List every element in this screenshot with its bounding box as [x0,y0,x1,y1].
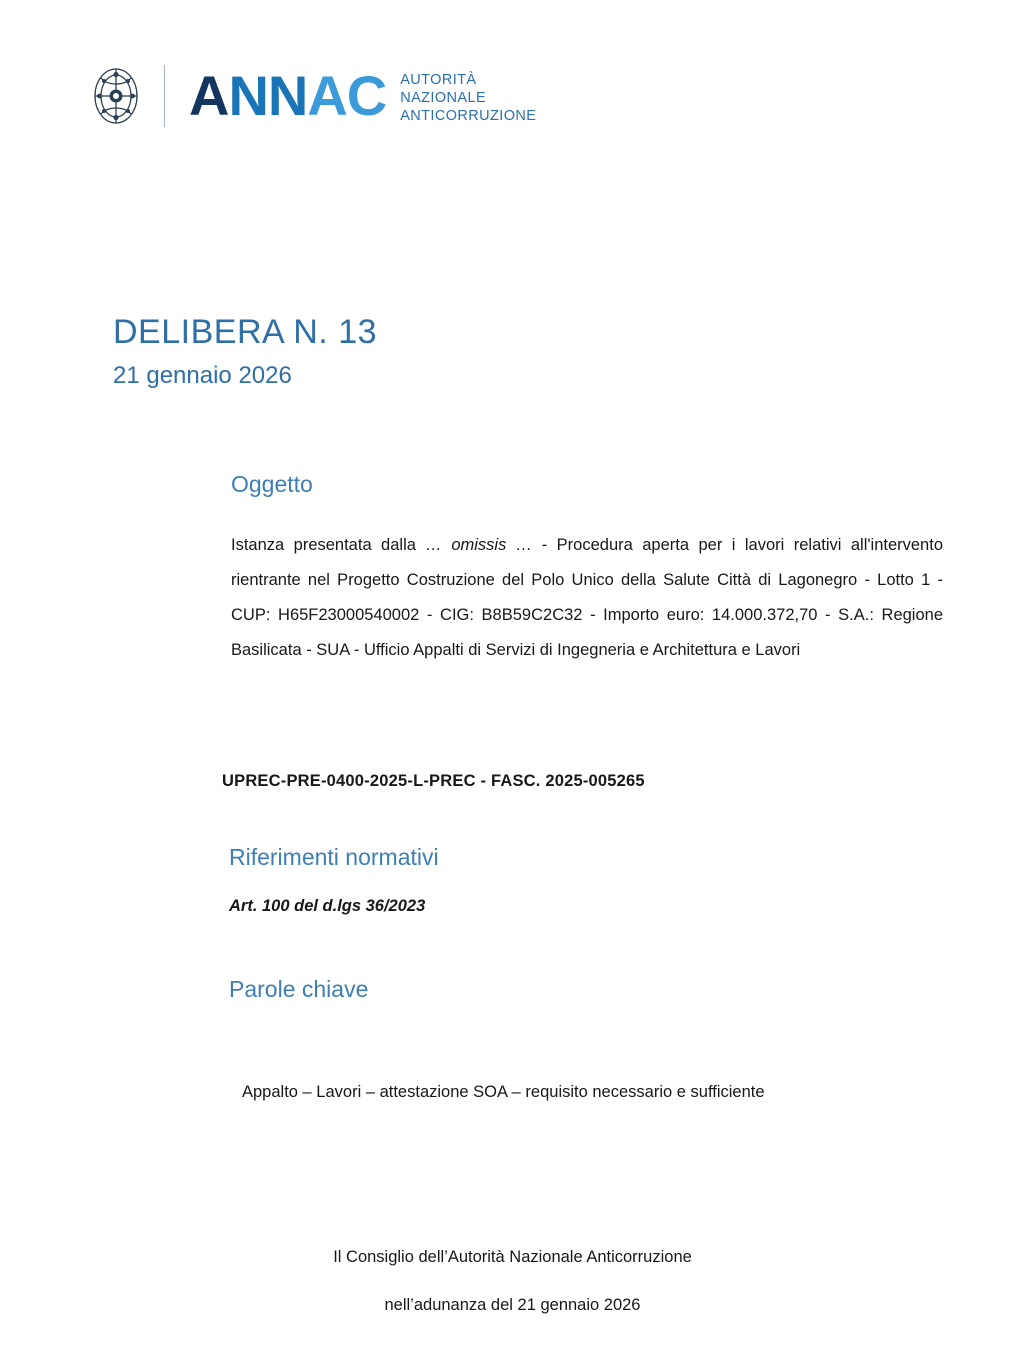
document-date: 21 gennaio 2026 [113,362,292,389]
anac-acronym-part-3: AC [307,64,387,127]
section-parole-chiave [229,975,941,1102]
agency-name [400,68,536,125]
oggetto-omissis: … omissis … [425,536,533,554]
document-header [88,62,536,130]
page-title: DELIBERA N. 13 [113,313,378,351]
anac-logo [189,64,537,127]
oggetto-text-after: - Procedura aperta per i lavori relativi all'intervento rientrante nel Progetto Costruzione del Polo Unico della Salute Città di Lagonegro - Lotto 1 - CUP: H65F23000540002 - CIG: B8B59C2C32 - Importo euro: 14.000.372,70 - S.A.: Regione Basilicata - SUA - Ufficio Appalti di Servizi di Ingegneria e Architettura e Lavori [231,536,943,659]
section-heading-riferimenti: Riferimenti normativi [229,844,439,870]
parole-chiave-text: Appalto – Lavori – attestazione SOA – requisito necessario e sufficiente [242,1083,765,1101]
section-heading-parole-chiave: Parole chiave [229,976,369,1002]
agency-line-1: AUTORITÀ [400,71,477,88]
document-footer [0,1233,1025,1329]
riferimenti-text: Art. 100 del d.lgs 36/2023 [229,897,426,915]
anac-acronym [189,64,387,127]
section-heading-oggetto: Oggetto [231,471,313,497]
title-block [113,312,377,390]
oggetto-text-before: Istanza presentata dalla [231,536,426,554]
footer-line-2: nell’adunanza del 21 gennaio 2026 [384,1296,641,1314]
oggetto-text [231,528,943,668]
italian-republic-emblem-icon [88,62,144,130]
fascicolo-code: UPREC-PRE-0400-2025-L-PREC - FASC. 2025-005265 [222,772,645,790]
footer-line-1: Il Consiglio dell’Autorità Nazionale Anticorruzione [333,1248,692,1266]
section-oggetto [231,470,943,685]
anac-acronym-part-2: NN [228,64,308,127]
section-riferimenti-normativi [229,843,941,916]
agency-line-3: ANTICORRUZIONE [400,107,537,124]
logo-divider [164,65,165,127]
anac-acronym-part-1: A [189,64,229,127]
agency-line-2: NAZIONALE [400,89,487,106]
